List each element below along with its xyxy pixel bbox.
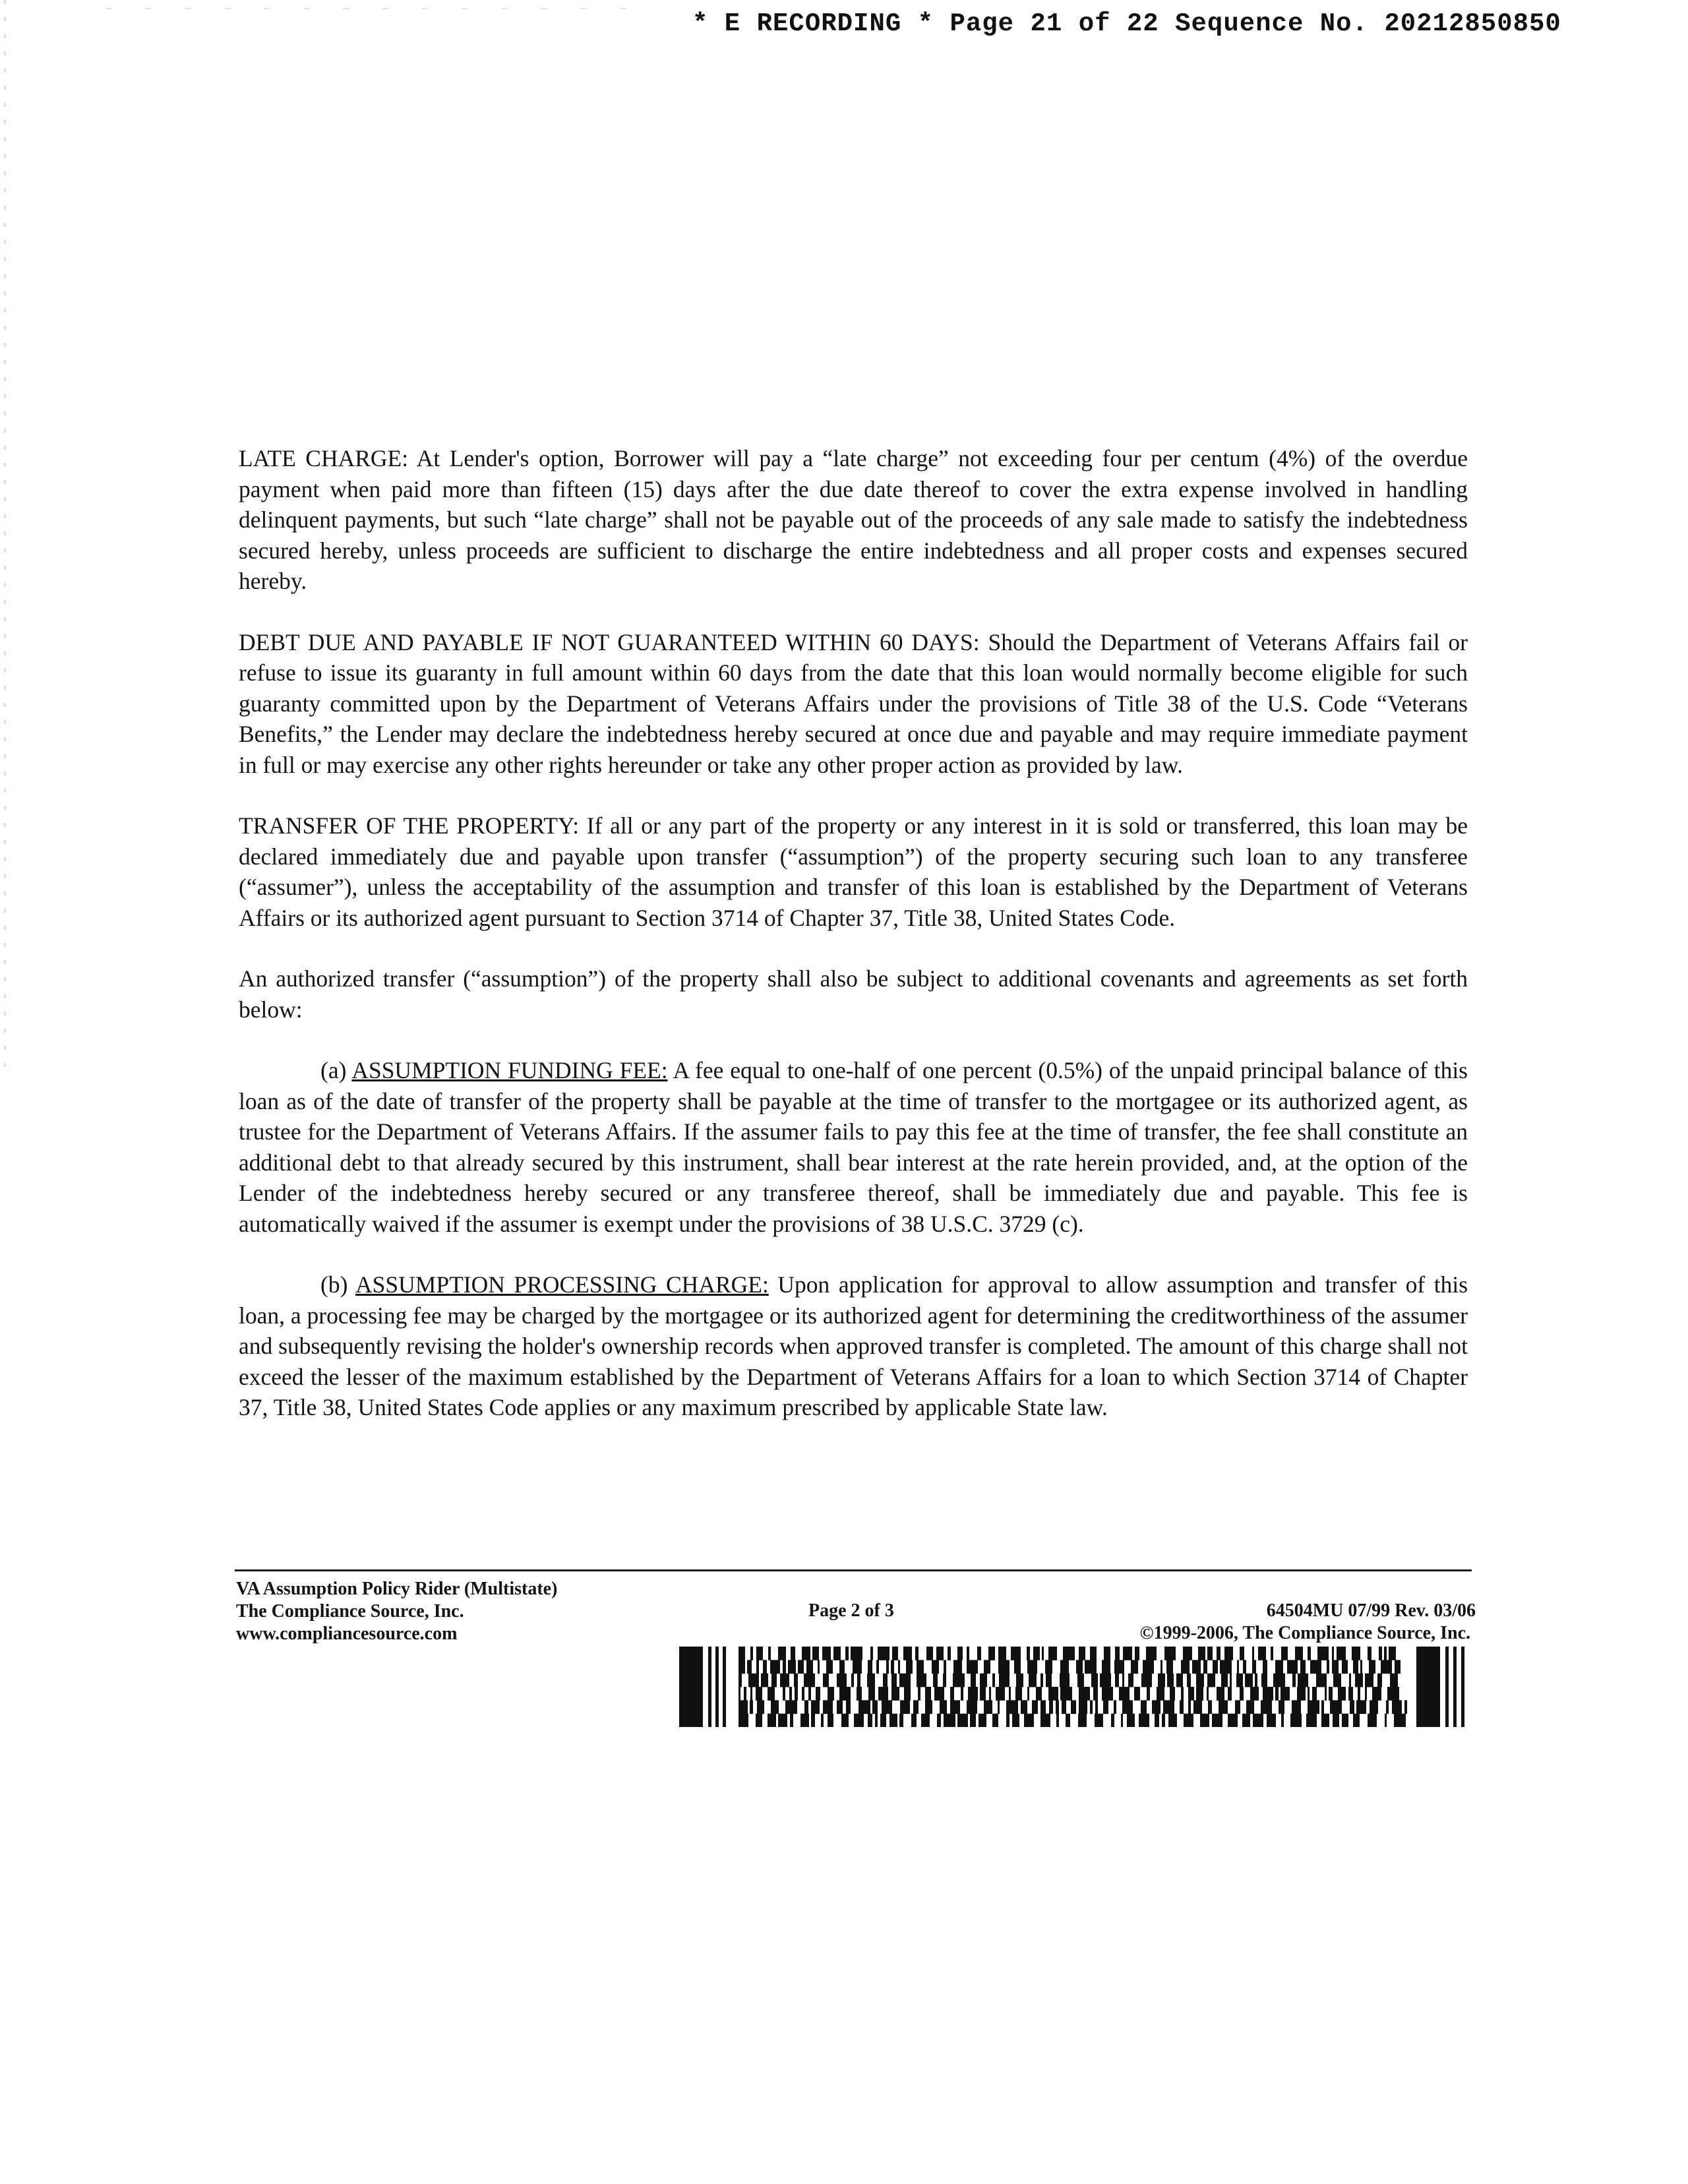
processing-charge-heading: ASSUMPTION PROCESSING CHARGE: xyxy=(355,1271,769,1298)
footer-form-number: 64504MU 07/99 Rev. 03/06 xyxy=(1266,1600,1476,1621)
late-charge-paragraph: LATE CHARGE: At Lender's option, Borrower will pay a “late charge” not exceeding four per centum (4%) of the overdue payment when paid more than fifteen (15) days after the due date thereof to cover the extra expense involved in handling delinquent payments, but such “late charge” shall not be payable out of the proceeds of any sale made to satisfy the indebtedness secured hereby, unless proceeds are sufficient to discharge the entire indebtedness and all proper costs and expenses secured hereby. xyxy=(239,445,1468,594)
funding-fee-prefix: (a) xyxy=(320,1057,352,1083)
footer-page-number: Page 2 of 3 xyxy=(808,1600,894,1621)
transfer-paragraph: TRANSFER OF THE PROPERTY: If all or any part of the property or any interest in it is sold or transferred, this loan may be declared immediately due and payable upon transfer (“assumption”) of the property securing such loan to any transferee (“assumer”), unless the acceptability of the assumption and transfer of this loan is established by the Department of Veterans Affairs or its authorized agent pursuant to Section 3714 of Chapter 37, Title 38, United States Code. xyxy=(239,812,1468,931)
scan-edge-artifact xyxy=(4,0,6,1068)
barcode xyxy=(679,1647,1472,1727)
debt-due-paragraph: DEBT DUE AND PAYABLE IF NOT GUARANTEED WITHIN 60 DAYS: Should the Department of Veterans Affairs fail or refuse to issue its guaranty in full amount within 60 days from the date that this loan would normally become eligible for such guaranty committed upon by the Department of Veterans Affairs under the provisions of Title 38 of the U.S. Code “Veterans Benefits,” the Lender may declare the indebtedness hereby secured at once due and payable and may require immediate payment in full or may exercise any other rights hereunder or take any other proper action as provided by law. xyxy=(239,628,1468,778)
footer-company: The Compliance Source, Inc. xyxy=(236,1601,464,1622)
processing-charge-paragraph xyxy=(239,1269,1468,1423)
processing-charge-body: Upon application for approval to allow assumption and transfer of this loan, a processing fee may be charged by the mortgagee or its authorized agent for determining the creditworthiness of the assumer and subsequently revising the holder's ownership records when approved transfer is completed. The amount of this charge shall not exceed the lesser of the maximum established by the Department of Veterans Affairs for a loan to which Section 3714 of Chapter 37, Title 38, United States Code applies or any maximum prescribed by applicable State law. xyxy=(239,1271,1468,1420)
recording-header: * E RECORDING * Page 21 of 22 Sequence No. 20212850850 xyxy=(692,9,1561,38)
document-body xyxy=(239,443,1468,1453)
processing-charge-prefix: (b) xyxy=(320,1271,356,1298)
footer-copyright: ©1999-2006, The Compliance Source, Inc. xyxy=(1139,1623,1470,1643)
footer-website: www.compliancesource.com xyxy=(236,1623,458,1644)
scan-artifact xyxy=(106,8,646,9)
authorized-transfer-paragraph: An authorized transfer (“assumption”) of the property shall also be subject to additional covenants and agreements as set forth below: xyxy=(239,965,1468,1023)
funding-fee-heading: ASSUMPTION FUNDING FEE: xyxy=(351,1057,668,1083)
funding-fee-body: A fee equal to one-half of one percent (0.5%) of the unpaid principal balance of this loan as of the date of transfer of the property shall be payable at the time of transfer to the mortgagee or its authorized agent, as trustee for the Department of Veterans Affairs. If the assumer fails to pay this fee at the time of transfer, the fee shall constitute an additional debt to that already secured by this instrument, shall bear interest at the rate herein provided, and, at the option of the Lender of the indebtedness hereby secured or any transferee thereof, shall be immediately due and payable. This fee is automatically waived if the assumer is exempt under the provisions of 38 U.S.C. 3729 (c). xyxy=(239,1057,1468,1237)
footer-divider xyxy=(235,1569,1472,1571)
footer-form-info xyxy=(236,1578,557,1645)
footer-form-title: VA Assumption Policy Rider (Multistate) xyxy=(236,1579,558,1599)
funding-fee-paragraph xyxy=(239,1055,1468,1239)
